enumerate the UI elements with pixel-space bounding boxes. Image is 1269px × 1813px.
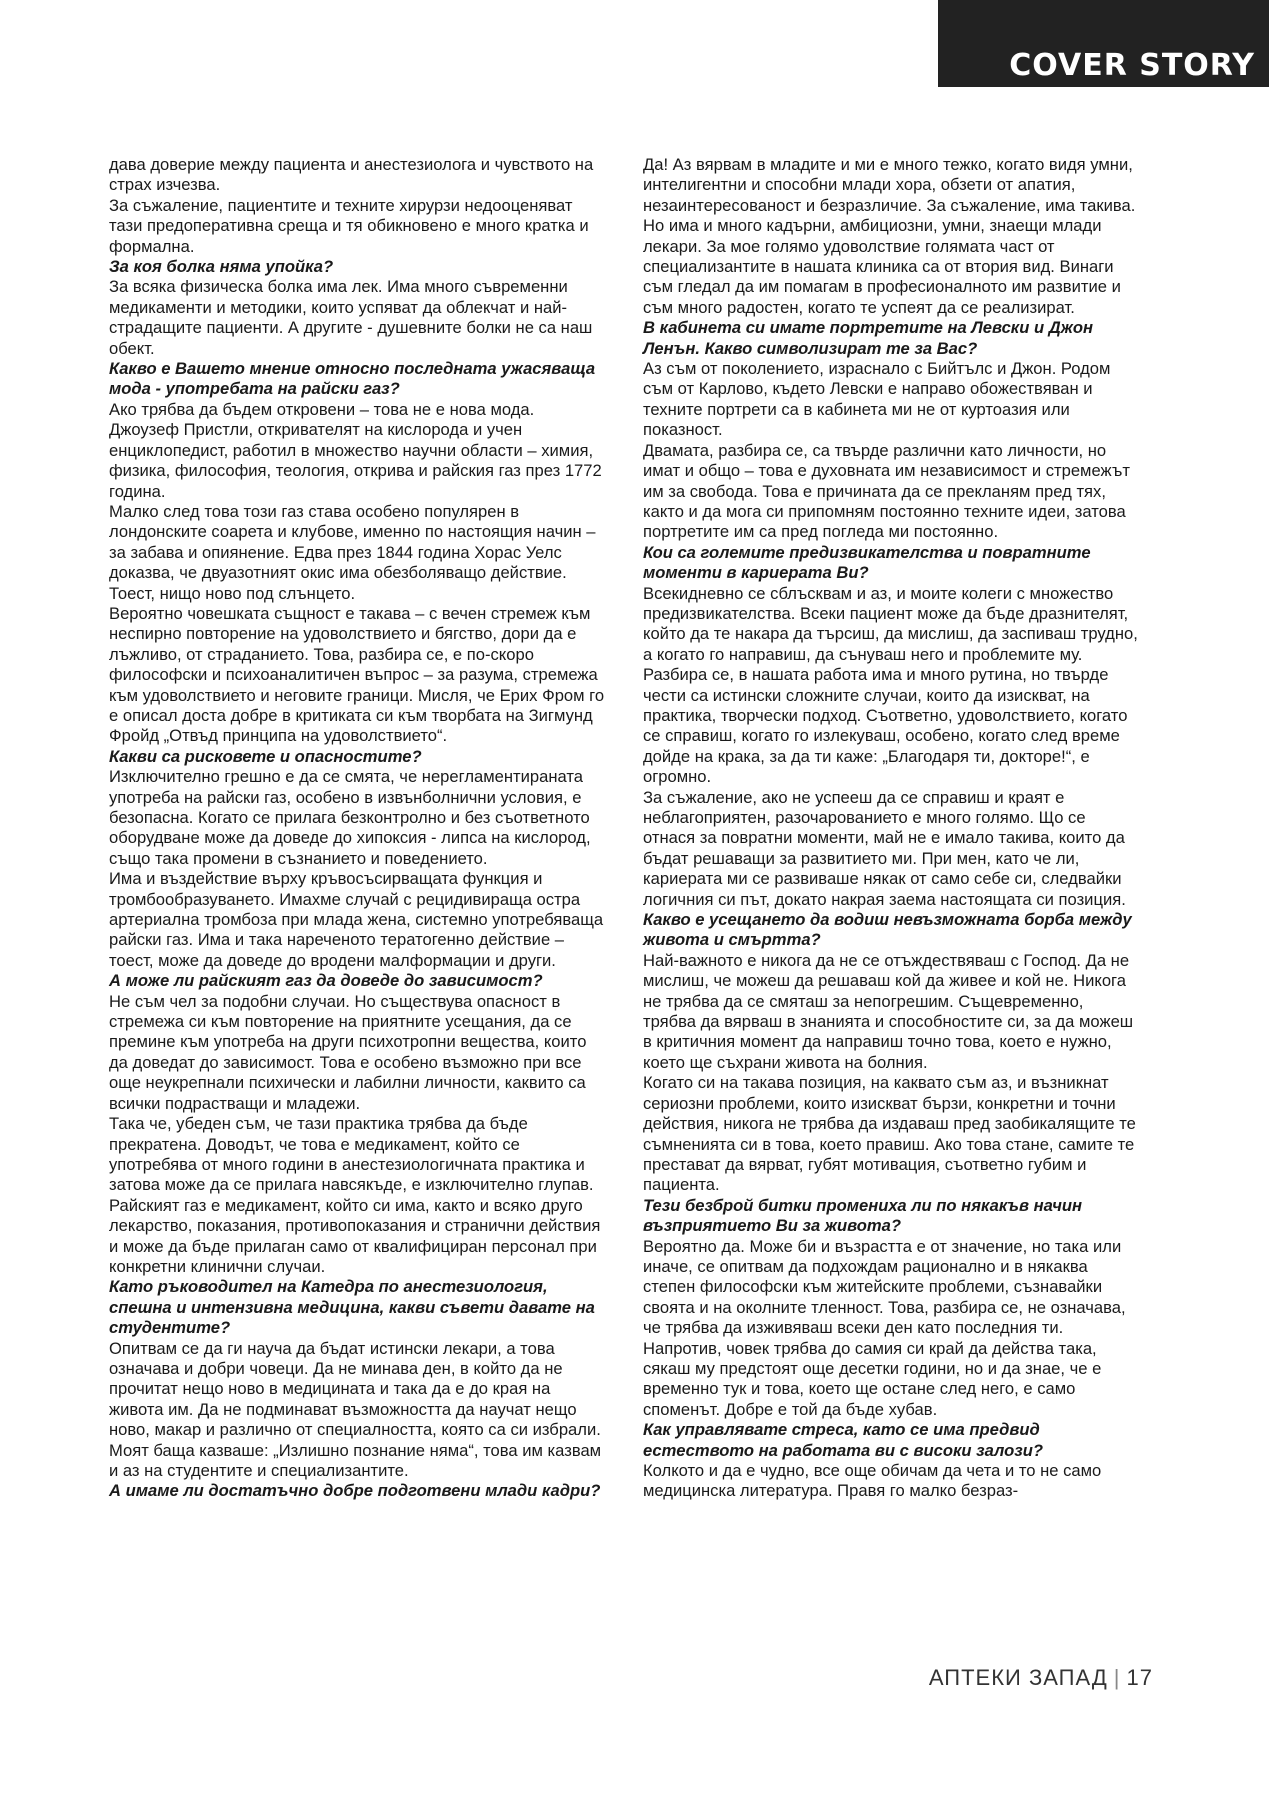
interview-question: Какви са рисковете и опасностите? xyxy=(109,746,422,766)
right-column xyxy=(643,155,1139,1502)
interview-question: А може ли райският газ да доведе до зависимост? xyxy=(109,971,543,991)
interview-question: В кабинета си имате портретите на Левски и Джон Ленън. Какво символизират те за Вас? xyxy=(643,318,1094,358)
interview-answer-paragraph: дава доверие между пациента и анестезиолога и чувството на страх изчезва. xyxy=(109,155,594,195)
interview-answer-paragraph: За съжаление, пациентите и техните хирурзи недооценяват тази предоперативна среща и тя обикновено е много кратка и формална. xyxy=(109,195,589,256)
interview-question: Кои са големите предизвикателства и повратните моменти в кариерата Ви? xyxy=(643,542,1091,583)
interview-answer-paragraph: Когато си на такава позиция, на каквато съм аз, и възникнат сериозни проблеми, които изискват бързи, конкретни и точни действия, никога не трябва да издаваш пред заобикалящите те съмненията си в това, което правиш. Ако това стане, самите те престават да вярват, губят мотивация, съответно губим и пациента. xyxy=(643,1073,1136,1195)
section-tab xyxy=(938,0,1269,87)
interview-question: А имаме ли достатъчно добре подготвени млади кадри? xyxy=(109,1481,601,1501)
interview-question: За коя болка няма упойка? xyxy=(109,257,334,277)
interview-answer-paragraph: Ако трябва да бъдем откровени – това не е нова мода. Джоузеф Пристли, откривателят на кислорода и учен енциклопедист, работил в множество научни области – химия, физика, философия, теология, открива и райския газ през 1772 година. xyxy=(109,399,602,501)
publication-name: АПТЕКИ ЗАПАД xyxy=(928,1665,1108,1690)
interview-answer-paragraph: Аз съм от поколението, израснало с Бийтълс и Джон. Родом съм от Карлово, където Левски е направо обожествяван и техните портрети са в кабинета ми не от куртоазия или показност. xyxy=(643,359,1111,440)
page-number: 17 xyxy=(1126,1665,1153,1690)
interview-answer-paragraph: Така че, убеден съм, че тази практика трябва да бъде прекратена. Доводът, че това е медикамент, който се употребява от много години в анестезиологичната практика и затова може да се прилага навсякъде, е изключително глупав. xyxy=(109,1114,594,1195)
interview-answer-paragraph: За всяка физическа болка има лек. Има много съвременни медикаменти и методики, които успяват да облекчат и най-страдащите пациенти. А другите - душевните болки не са наш обект. xyxy=(109,277,593,358)
footer-separator: | xyxy=(1113,1665,1121,1690)
interview-answer-paragraph: Колкото и да е чудно, все още обичам да чета и то не само медицинска литература. Правя го малко безраз- xyxy=(643,1461,1102,1501)
page-footer xyxy=(929,1665,1153,1691)
interview-answer-paragraph: Има и въздействие върху кръвосъсирващата функция и тромбообразуването. Имахме случай с рецидивираща остра артериална тромбоза при млада жена, системно употребяваща райски газ. Има и така нареченото тератогенно действие – тоест, може да доведе до вродени малформации и други. xyxy=(109,869,604,970)
interview-answer-paragraph: Всекидневно се сблъсквам и аз, и моите колеги с множество предизвикателства. Всеки пациент може да бъде дразнителят, който да те накара да търсиш, да мислиш, да заспиваш трудно, а когато го направиш, да сънуваш него и проблемите му. xyxy=(643,583,1138,664)
interview-question: Тези безброй битки промениха ли по някакъв начин възприятието Ви за живота? xyxy=(643,1195,1083,1236)
interview-question: Какво е Вашето мнение относно последната ужасяваща мода - употребата на райски газ? xyxy=(109,359,596,399)
interview-answer-paragraph: Най-важното е никога да не се отъждествяваш с Господ. Да не мислиш, че можеш да решаваш кой да живее и кой не. Никога не трябва да се смяташ за непогрешим. Същевременно, трябва да вярваш в знанията и способностите си, за да можеш в критичния момент да направиш точно това, което е нужно, което ще съхрани живота на болния. xyxy=(643,950,1134,1072)
interview-answer-paragraph: Двамата, разбира се, са твърде различни като личности, но имат и общо – това е духовната им независимост и стремежът им за свобода. Това е причината да се прекланям пред тях, както и да мога си припомням постоянно техните идеи, затова портретите им са пред погледа ми постоянно. xyxy=(643,440,1130,542)
interview-question: Какво е усещането да водиш невъзможната борба между живота и смъртта? xyxy=(643,910,1132,950)
interview-question: Като ръководител на Катедра по анестезиология, спешна и интензивна медицина, какви съвети давате на студентите? xyxy=(109,1277,595,1338)
interview-answer-paragraph: Вероятно човешката същност е такава – с вечен стремеж към неспирно повторение на удоволствието и бягство, дори да е лъжливо, от страданието. Това, разбира се, е по-скоро философски и психоаналитичен въпрос – за разума, стремежа към удоволствието и неговите граници. Мисля, че Ерих Фром го е описал доста добре в критиката си към творбата на Зигмунд Фройд „Отвъд принципа на удоволствието“. xyxy=(109,603,605,746)
interview-answer-paragraph: Да! Аз вярвам в младите и ми е много тежко, когато видя умни, интелигентни и способни млади хора, обзети от апатия, незаинтересованост и безразличие. За съжаление, има такива. Но има и много кадърни, амбициозни, умни, знаещи млади лекари. За мое голямо удоволствие голямата част от специализантите в нашата клиника са от втория вид. Винаги съм гледал да им помагам в професионалното им развитие и съм много радостен, когато те успеят да се реализират. xyxy=(643,155,1136,317)
interview-answer-paragraph: Райският газ е медикамент, който си има, както и всяко друго лекарство, показания, противопоказания и странични действия и може да бъде прилаган само от квалифициран персонал при конкретни клинични случаи. xyxy=(109,1195,601,1276)
section-label: COVER STORY xyxy=(1009,48,1255,83)
interview-answer-paragraph: Не съм чел за подобни случаи. Но съществува опасност в стремежа си към повторение на приятните усещания, да се премине към употреба на други психотропни вещества, които да доведат до зависимост. Това е особено възможно при все още неукрепнали психически и лабилни личности, каквито са всички подрастващи и младежи. xyxy=(109,991,587,1113)
left-column xyxy=(109,155,605,1502)
interview-answer-paragraph: Опитвам се да ги науча да бъдат истински лекари, а това означава и добри човеци. Да не минава ден, в който да не прочитат нещо ново в медицината и така да е до края на живота им. Да не подминават възможността да научат нещо ново, макар и различно от специалността, която са си избрали. Моят баща казваше: „Излишно познание няма“, това им казвам и аз на студентите и специализантите. xyxy=(109,1338,602,1480)
interview-answer-paragraph: Разбира се, в нашата работа има и много рутина, но твърде чести са истински сложните случаи, които да изискват, на практика, творчески подход. Съответно, удоволствието, когато се справиш, когато го излекуваш, особено, когато след време дойде на крака, за да ти каже: „Благодаря ти, докторе!“, е огромно. xyxy=(643,665,1128,787)
interview-question: Как управлявате стреса, като се има предвид естеството на работата ви с високи залози? xyxy=(643,1420,1044,1460)
interview-answer-paragraph: Изключително грешно е да се смята, че нерегламентираната употреба на райски газ, особено в извънболнични условия, е безопасна. Когато се прилага безконтролно и без съответното оборудване може да доведе до хипоксия - липса на кислород, също така промени в съзнанието и поведението. xyxy=(109,767,591,868)
interview-answer-paragraph: За съжаление, ако не успееш да се справиш и краят е неблагоприятен, разочарованието е много голямо. Що се отнася за повратни моменти, май не е имало такива, които да бъдат решаващи за развитието ми. При мен, като че ли, кариерата ми се развиваше някак от само себе си, следвайки логичния си път, докато накрая заема настоящата си позиция. xyxy=(643,787,1126,909)
interview-answer-paragraph: Вероятно да. Може би и възрастта е от значение, но така или иначе, се опитвам да подхождам рационално и в някаква степен философски към житейските проблеми, съзнавайки своята и на околните тленност. Това, разбира се, не означава, че трябва да изживяваш всеки ден като последния ти. Напротив, човек трябва до самия си край да действа така, сякаш му предстоят още десетки години, но и да знае, че е временно тук и това, което ще остане след него, е само споменът. Добре е той да бъде хубав. xyxy=(643,1236,1126,1419)
interview-answer-paragraph: Малко след това този газ става особено популярен в лондонските соарета и клубове, именно по настоящия начин – за забава и опиянение. Едва през 1844 година Хорас Уелс доказва, че двуазотният окис има обезболяващо действие. Тоест, нищо ново под слънцето. xyxy=(109,501,596,603)
